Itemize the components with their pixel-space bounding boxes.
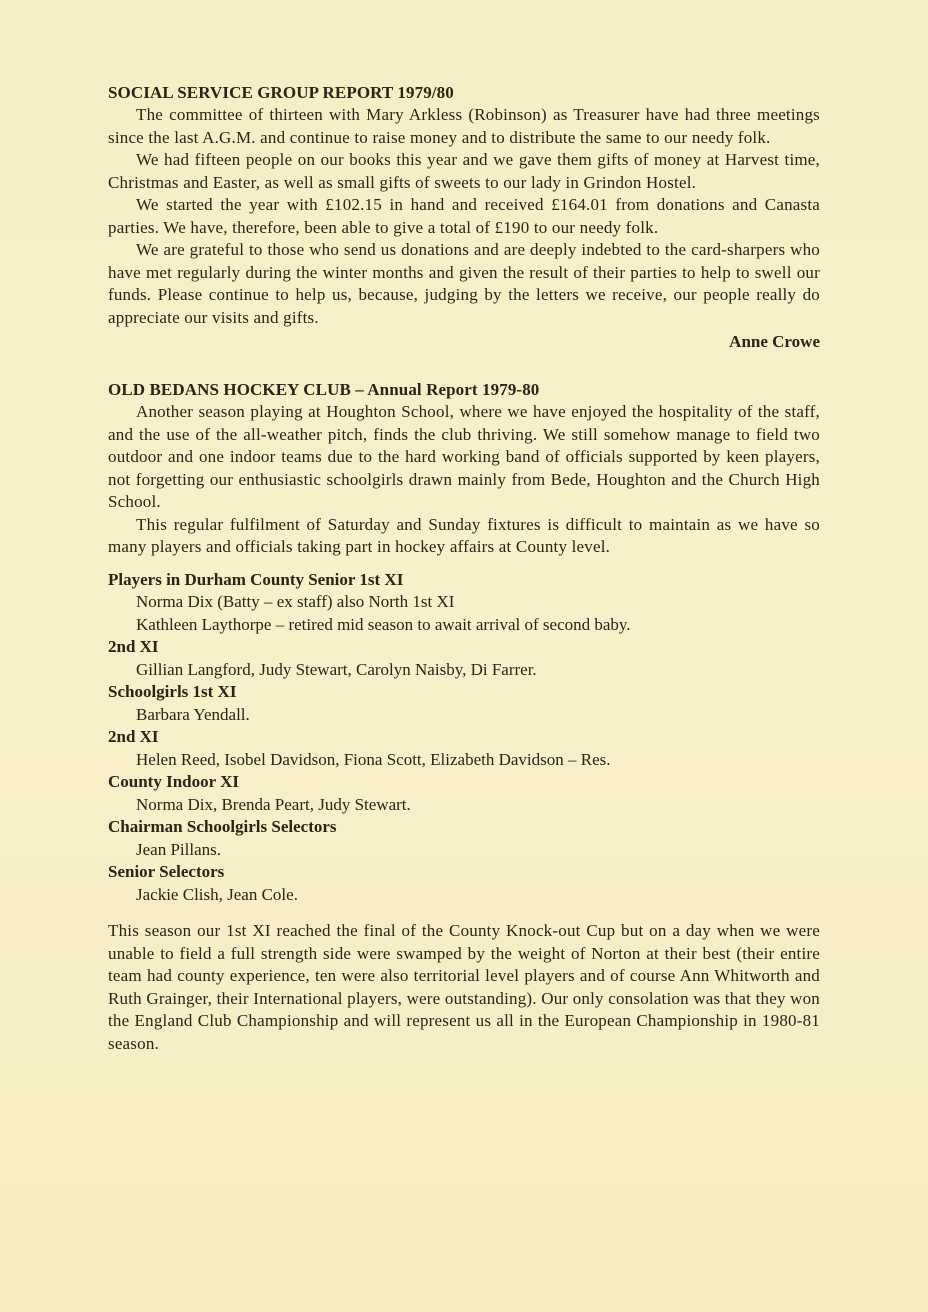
hockey-paragraph-2: This regular fulfilment of Saturday and Sunday fixtures is difficult to maintain as we have so many players and officials taking part in hockey affairs at County level. xyxy=(108,514,820,556)
social-signature: Anne Crowe xyxy=(729,332,820,351)
social-paragraph-4: We are grateful to those who send us donations and are deeply indebted to the card-sharpers who have met regularly during the winter months and given the result of their parties to help to swell our funds. Please continue to help us, because, judging by the letters we receive, our people really do appreciate our visits and gifts. xyxy=(108,240,820,327)
social-service-report xyxy=(108,82,820,353)
social-paragraph-1: The committee of thirteen with Mary Arkless (Robinson) as Treasurer have had three meetings since the last A.G.M. and continue to raise money and to distribute the same to our needy folk. xyxy=(108,105,820,147)
schoolgirls-heading: Schoolgirls 1st XI xyxy=(108,682,237,701)
senior-selectors-entry: Jackie Clish, Jean Cole. xyxy=(136,884,298,904)
chairman-heading: Chairman Schoolgirls Selectors xyxy=(108,817,337,836)
hockey-final-paragraph: This season our 1st XI reached the final of the County Knock-out Cup but on a day when we were unable to field a full strength side were swamped by the weight of Norton at their best (their entire team had county experience, ten were also territorial level players and of course Ann Whitworth and Ruth Grainger, their International players, were outstanding). Our only consolation was that they won the England Club Championship and will represent us all in the European Championship in 1980-81 season. xyxy=(108,921,820,1053)
schoolgirls-second-heading: 2nd XI xyxy=(108,727,159,746)
social-service-heading: SOCIAL SERVICE GROUP REPORT 1979/80 xyxy=(108,83,454,102)
schoolgirls-entry: Barbara Yendall. xyxy=(136,704,250,724)
schoolgirls-second-entry: Helen Reed, Isobel Davidson, Fiona Scott, Elizabeth Davidson – Res. xyxy=(136,749,611,769)
chairman-entry: Jean Pillans. xyxy=(136,839,221,859)
senior-selectors-heading: Senior Selectors xyxy=(108,862,225,881)
durham-entry-2: Kathleen Laythorpe – retired mid season to await arrival of second baby. xyxy=(136,614,631,634)
section-spacer xyxy=(108,353,820,379)
spacer xyxy=(108,559,820,569)
hockey-heading-suffix: – Annual Report 1979-80 xyxy=(350,380,540,399)
indoor-entry: Norma Dix, Brenda Peart, Judy Stewart. xyxy=(136,794,411,814)
indoor-heading: County Indoor XI xyxy=(108,772,240,791)
second-xi-heading: 2nd XI xyxy=(108,637,159,656)
durham-entry-1: Norma Dix (Batty – ex staff) also North 1st XI xyxy=(136,592,455,611)
social-paragraph-3: We started the year with £102.15 in hand and received £164.01 from donations and Canasta parties. We have, therefore, been able to give a total of £190 to our needy folk. xyxy=(108,195,820,237)
second-xi-entry: Gillian Langford, Judy Stewart, Carolyn Naisby, Di Farrer. xyxy=(136,659,537,679)
players-list xyxy=(108,569,820,907)
social-paragraph-2: We had fifteen people on our books this year and we gave them gifts of money at Harvest time, Christmas and Easter, as well as small gifts of sweets to our lady in Grindon Hostel. xyxy=(108,150,820,192)
hockey-heading xyxy=(108,379,820,401)
hockey-club-report xyxy=(108,379,820,1055)
durham-heading: Players in Durham County Senior 1st XI xyxy=(108,569,404,589)
hockey-heading-title: OLD BEDANS HOCKEY CLUB xyxy=(108,380,351,399)
hockey-paragraph-1: Another season playing at Houghton School, where we have enjoyed the hospitality of the staff, and the use of the all-weather pitch, finds the club thriving. We still somehow manage to field two outdoor and one indoor teams due to the hard working band of officials supported by keen players, not forgetting our enthusiastic schoolgirls drawn mainly from Bede, Houghton and the Church High School. xyxy=(108,402,820,511)
